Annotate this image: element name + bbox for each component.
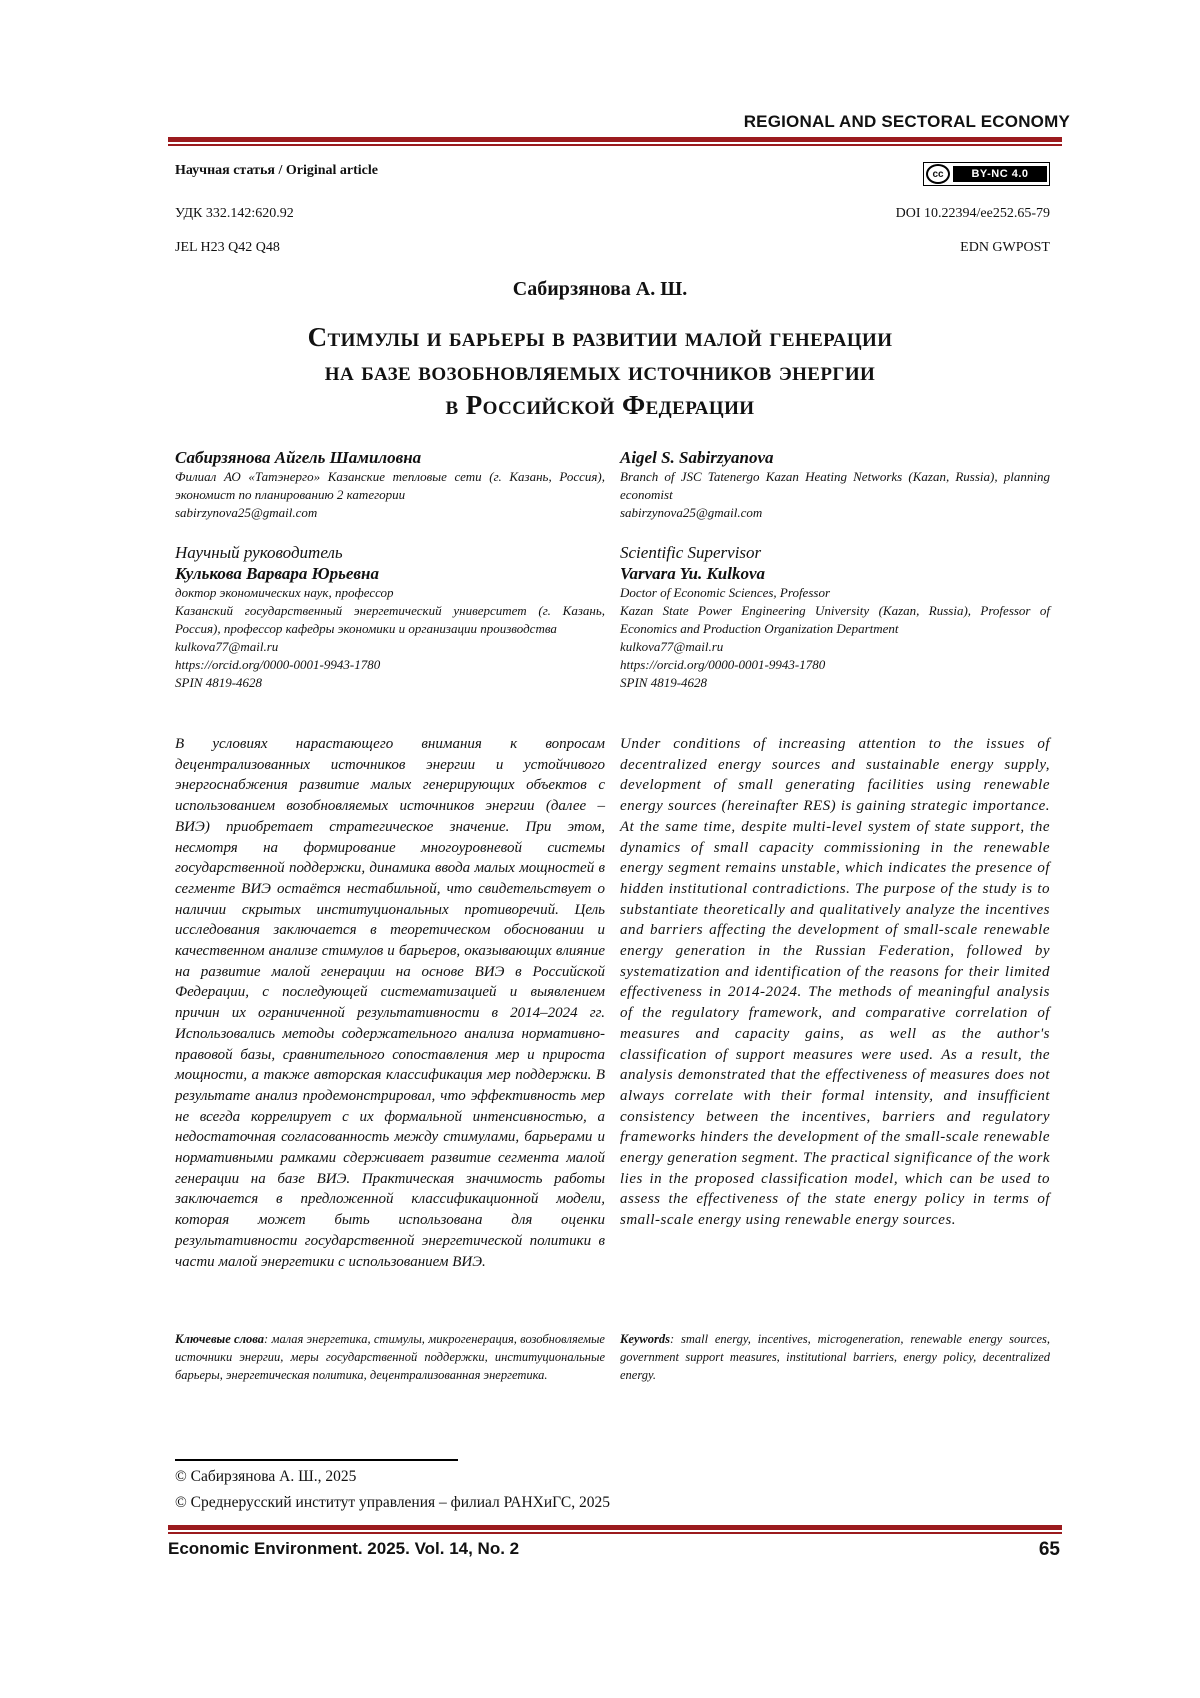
author-affiliation-en: Branch of JSC Tatenergo Kazan Heating Networks (Kazan, Russia), planning economist xyxy=(620,468,1050,504)
keywords-en xyxy=(620,1330,1050,1384)
supervisor-spin-en: SPIN 4819-4628 xyxy=(620,674,1050,692)
article-page xyxy=(0,0,1200,1698)
supervisor-affiliation-ru: Казанский государственный энергетический университет (г. Казань, Россия), профессор кафедры экономики и организации производства xyxy=(175,602,605,638)
supervisor-orcid-en[interactable]: https://orcid.org/0000-0001-9943-1780 xyxy=(620,656,1050,674)
supervisor-spin-ru: SPIN 4819-4628 xyxy=(175,674,605,692)
footer-journal-citation: Economic Environment. 2025. Vol. 14, No. 2 xyxy=(168,1539,519,1559)
supervisor-label-ru: Научный руководитель xyxy=(175,542,605,564)
author-ru-block xyxy=(175,448,605,522)
author-email-ru[interactable]: sabirzynova25@gmail.com xyxy=(175,504,605,522)
supervisor-orcid-ru[interactable]: https://orcid.org/0000-0001-9943-1780 xyxy=(175,656,605,674)
header-rule-thick xyxy=(168,137,1062,142)
footer-rule-thin xyxy=(168,1532,1062,1534)
author-short: Сабирзянова А. Ш. xyxy=(0,278,1200,301)
title-line: на базе возобновляемых источников энергии xyxy=(180,354,1020,388)
supervisor-ru-block xyxy=(175,542,605,692)
copyright-author: © Сабирзянова А. Ш., 2025 xyxy=(175,1468,356,1486)
edn-code: EDN GWPOST xyxy=(960,240,1050,256)
author-name-en: Aigel S. Sabirzyanova xyxy=(620,448,1050,468)
author-affiliation-ru: Филиал АО «Татэнерго» Казанские тепловые сети (г. Казань, Россия), экономист по планированию 2 категории xyxy=(175,468,605,504)
author-email-en[interactable]: sabirzynova25@gmail.com xyxy=(620,504,1050,522)
footer-rule-thick xyxy=(168,1525,1062,1530)
license-label: BY-NC 4.0 xyxy=(953,166,1047,182)
keywords-text-ru: : малая энергетика, стимулы, микрогенерация, возобновляемые источники энергии, меры государственной поддержки, институциональные барьеры, энергетическая политика, децентрализованная энергетика. xyxy=(175,1332,605,1382)
keywords-ru xyxy=(175,1330,605,1384)
supervisor-affiliation-en: Kazan State Power Engineering University (Kazan, Russia), Professor of Economics and Production Organization Department xyxy=(620,602,1050,638)
footnote-divider xyxy=(175,1459,458,1461)
page-number: 65 xyxy=(1039,1539,1060,1561)
supervisor-email-en[interactable]: kulkova77@mail.ru xyxy=(620,638,1050,656)
title-line: Стимулы и барьеры в развитии малой генерации xyxy=(180,320,1020,354)
supervisor-email-ru[interactable]: kulkova77@mail.ru xyxy=(175,638,605,656)
header-rule-thin xyxy=(168,144,1062,146)
keywords-label-ru: Ключевые слова xyxy=(175,1332,264,1346)
article-type: Научная статья / Original article xyxy=(175,163,378,179)
article-title xyxy=(180,320,1020,422)
title-line: в Российской Федерации xyxy=(180,388,1020,422)
supervisor-degree-en: Doctor of Economic Sciences, Professor xyxy=(620,584,1050,602)
supervisor-label-en: Scientific Supervisor xyxy=(620,542,1050,564)
supervisor-degree-ru: доктор экономических наук, профессор xyxy=(175,584,605,602)
doi[interactable]: DOI 10.22394/ee252.65-79 xyxy=(896,206,1050,222)
cc-license-badge[interactable] xyxy=(923,162,1050,186)
author-name-ru: Сабирзянова Айгель Шамиловна xyxy=(175,448,605,468)
author-en-block xyxy=(620,448,1050,522)
supervisor-en-block xyxy=(620,542,1050,692)
jel-codes: JEL H23 Q42 Q48 xyxy=(175,240,280,256)
abstract-ru: В условиях нарастающего внимания к вопросам децентрализованных источников энергии и устойчивого энергоснабжения развитие малых генерирующих объектов с использованием возобновляемых источников энергии (далее – ВИЭ) приобретает стратегическое значение. При этом, несмотря на формирование многоуровневой системы государственной поддержки, динамика ввода малых мощностей в сегменте ВИЭ остаётся нестабильной, что свидетельствует о наличии скрытых институциональных противоречий. Цель исследования заключается в теоретическом обосновании и качественном анализе стимулов и барьеров, оказывающих влияние на развитие малой генерации на основе ВИЭ в Российской Федерации, с последующей систематизацией и выявлением причин их ограниченной результативности в 2014–2024 гг. Использовались методы содержательного анализа нормативно-правовой базы, сравнительного сопоставления мер и прироста мощности, а также авторская классификация мер поддержки. В результате анализ продемонстрировал, что эффективность мер не всегда коррелирует с их формальной интенсивностью, а недостаточная согласованность между стимулами, барьерами и нормативными рамками сдерживает развитие сегмента малой генерации на базе ВИЭ. Практическая значимость работы заключается в предложенной классификационной модели, которая может быть использована для оценки результативности государственной энергетической политики в части малой энергетики с использованием ВИЭ. xyxy=(175,734,605,1272)
supervisor-name-en: Varvara Yu. Kulkova xyxy=(620,564,1050,584)
journal-section-header: REGIONAL AND SECTORAL ECONOMY xyxy=(744,112,1070,132)
keywords-text-en: : small energy, incentives, microgeneration, renewable energy sources, government support measures, institutional barriers, energy policy, decentralized energy. xyxy=(620,1332,1050,1382)
udc-code: УДК 332.142:620.92 xyxy=(175,206,294,222)
creative-commons-icon: cc xyxy=(926,164,950,184)
copyright-publisher: © Среднерусский институт управления – филиал РАНХиГС, 2025 xyxy=(175,1494,610,1512)
keywords-label-en: Keywords xyxy=(620,1332,670,1346)
supervisor-name-ru: Кулькова Варвара Юрьевна xyxy=(175,564,605,584)
abstract-en: Under conditions of increasing attention to the issues of decentralized energy sources and sustainable energy supply, development of small generating facilities using renewable energy sources (hereinafter RES) is gaining strategic importance. At the same time, despite multi-level system of state support, the dynamics of small capacity commissioning in the renewable energy segment remains unstable, which indicates the presence of hidden institutional contradictions. The purpose of the study is to substantiate theoretically and qualitatively analyze the incentives and barriers affecting the development of small-scale renewable energy generation in the Russian Federation, followed by systematization and identification of the reasons for their limited effectiveness in 2014-2024. The methods of meaningful analysis of the regulatory framework, and comparative correlation of measures and capacity gains, as well as the author's classification of support measures were used. As a result, the analysis demonstrated that the effectiveness of measures does not always correlate with their formal intensity, and insufficient consistency between the incentives, barriers and regulatory frameworks hinders the development of the small-scale renewable energy generation segment. The practical significance of the work lies in the proposed classification model, which can be used to assess the effectiveness of the state energy policy in terms of small-scale energy using renewable energy sources. xyxy=(620,734,1050,1231)
